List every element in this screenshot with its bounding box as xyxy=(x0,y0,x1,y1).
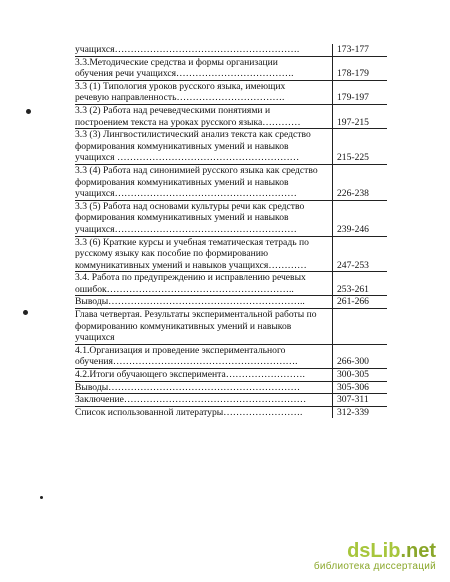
toc-entry-title: 4.2.Итоги обучающего эксперимента……………………. xyxy=(75,369,305,381)
toc-entry-title: 3.3 (4) Работа над синонимией русского языка как средство формирования коммуникативных умений и навыков учащихся………………………………………………… xyxy=(75,164,318,200)
toc-entry-title: Выводы…………………………………………………… xyxy=(75,381,301,393)
toc-row xyxy=(75,164,387,200)
toc-entry-pages: 239-246 xyxy=(332,201,387,236)
toc-entry-title: Список использованной литературы……………………. xyxy=(75,406,303,418)
toc-entry-title: 3.4. Работа по предупреждению и исправлению речевых ошибок………………………………………………….. xyxy=(75,272,306,295)
toc-entry-title: Глава четвертая. Результаты экспериментальной работы по формированию коммуникативных умений и навыков учащихся xyxy=(75,309,317,344)
toc-entry-title: Заключение………………………………………………… xyxy=(75,394,307,406)
toc-row xyxy=(75,56,387,80)
table-of-contents xyxy=(75,44,387,418)
toc-entry-title: 3.3 (1) Типология уроков русского языка, имеющих речевую направленность……………………………. xyxy=(75,80,286,104)
toc-entry-pages: 173-177 xyxy=(332,44,387,56)
toc-entry-pages: 300-305 xyxy=(332,369,387,381)
toc-entry-title: Выводы…………………………………………………….. xyxy=(75,296,305,308)
toc-entry-title: учащихся…………………………………………………. xyxy=(75,44,300,55)
toc-row xyxy=(75,44,387,56)
toc-entry-pages: 247-253 xyxy=(332,237,387,272)
watermark-subtitle: библиотека диссертаций xyxy=(313,561,436,572)
toc-row xyxy=(75,104,387,128)
toc-entry-pages: 179-197 xyxy=(332,81,387,104)
toc-entry-pages: 226-238 xyxy=(332,165,387,200)
toc-entry-pages: 215-225 xyxy=(332,129,387,164)
toc-row xyxy=(75,308,387,344)
toc-row xyxy=(75,344,387,368)
scan-speck xyxy=(40,496,43,499)
toc-entry-title: 3.3.Методические средства и формы организации обучения речи учащихся………………………………. xyxy=(75,56,294,80)
toc-entry-title: 3.3 (2) Работа над речеведческими понятиями и построением текста на уроках русского языка………… xyxy=(75,104,301,128)
binding-hole-mark xyxy=(26,109,31,114)
toc-row xyxy=(75,368,387,381)
toc-entry-pages: 178-179 xyxy=(332,57,387,80)
toc-row xyxy=(75,295,387,308)
toc-entry-title: 3.3 (3) Лингвостилистический анализ текста как средство формирования коммуникативных умений и навыков учащихся ………………………………………………… xyxy=(75,129,311,164)
toc-row xyxy=(75,393,387,406)
toc-row xyxy=(75,271,387,295)
toc-entry-pages: 261-266 xyxy=(332,296,387,308)
toc-row xyxy=(75,200,387,236)
toc-entry-pages: 305-306 xyxy=(332,382,387,394)
binding-hole-mark xyxy=(23,310,28,315)
toc-row xyxy=(75,236,387,272)
toc-entry-pages xyxy=(332,309,387,344)
toc-entry-pages: 253-261 xyxy=(332,272,387,295)
toc-row xyxy=(75,406,387,419)
toc-row xyxy=(75,381,387,394)
toc-entry-pages: 312-339 xyxy=(332,407,387,419)
watermark-logo: dsLib.net xyxy=(347,540,436,562)
toc-row xyxy=(75,128,387,164)
toc-row xyxy=(75,80,387,104)
toc-entry-pages: 307-311 xyxy=(332,394,387,406)
toc-entry-pages: 197-215 xyxy=(332,105,387,128)
toc-entry-title: 3.3 (5) Работа над основами культуры речи как средство формирования коммуникативных умений и навыков учащихся………………………………………………… xyxy=(75,200,305,235)
toc-entry-pages: 266-300 xyxy=(332,345,387,368)
watermark xyxy=(314,541,436,572)
toc-entry-title: 3.3 (6) Краткие курсы и учебная тематическая тетрадь по русскому языку как пособие по формированию коммуникативных умений и навыков учащихся………… xyxy=(75,236,309,271)
toc-entry-title: 4.1.Организация и проведение экспериментального обучения…………………………………………………. xyxy=(75,344,298,368)
